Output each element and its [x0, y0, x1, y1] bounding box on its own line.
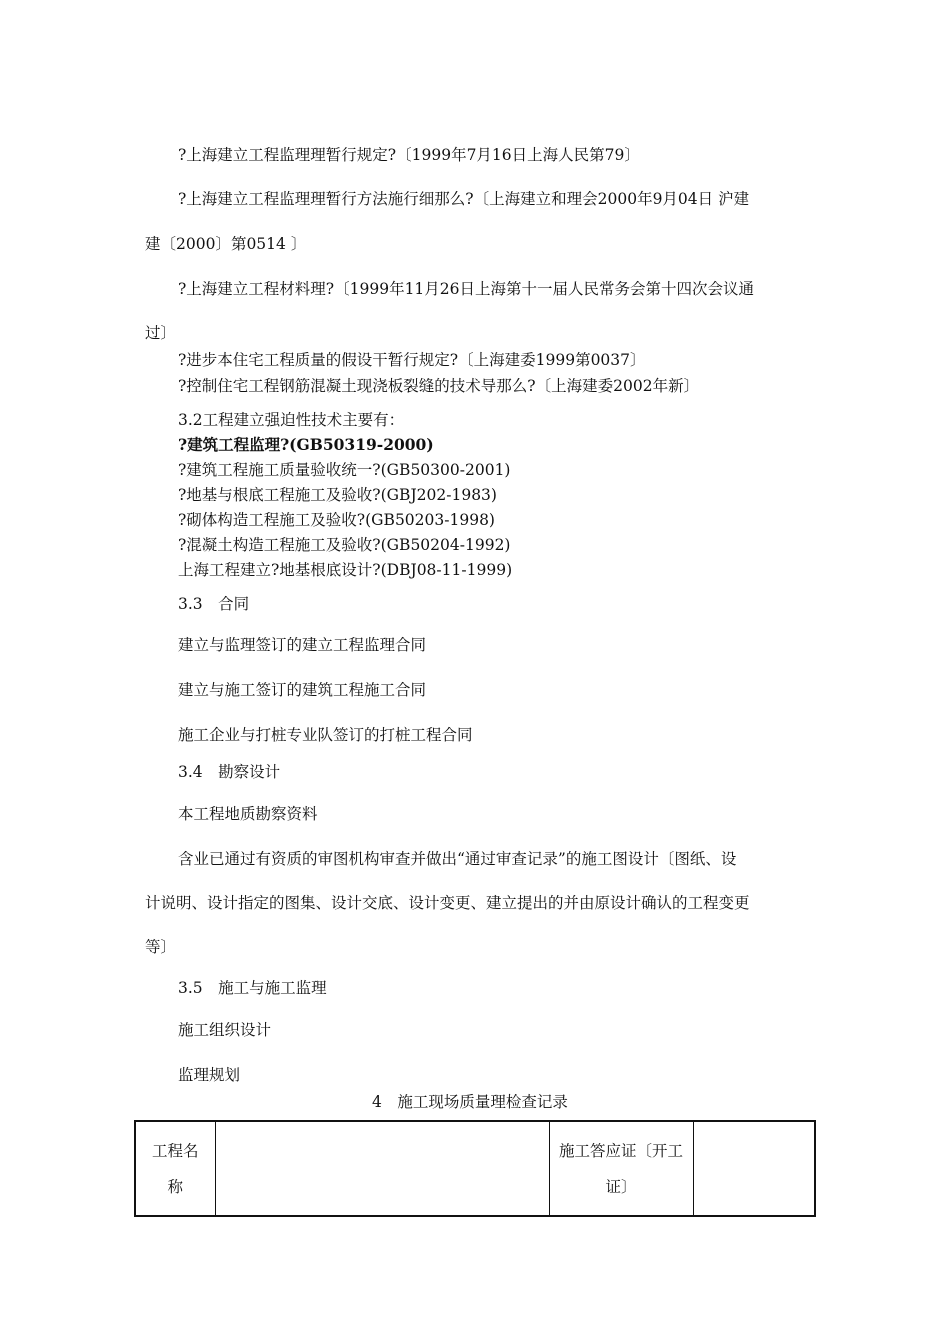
permit-value-cell: [693, 1121, 815, 1216]
standard-item-2: ?建筑工程施工质量验收统一?(GB50300-2001): [178, 461, 511, 479]
construction-item-1: 施工组织设计: [178, 1021, 272, 1039]
standard-item-3: ?地基与根底工程施工及验收?(GBJ202-1983): [178, 486, 497, 504]
permit-label-line-1: 施工答应证〔开工: [558, 1141, 683, 1160]
section-4-title: 4 施工现场质量理检查记录: [372, 1093, 568, 1111]
standard-item-4: ?砌体构造工程施工及验收?(GB50203-1998): [178, 511, 495, 529]
project-name-label-line-1: 工程名: [151, 1141, 199, 1160]
regulation-3-line-1: ?上海建立工程材料理?〔1999年11月26日上海第十一届人民常务会第十四次会议通: [178, 280, 755, 298]
section-3-4-heading: 3.4 勘察设计: [178, 763, 281, 781]
contract-item-2: 建立与施工签订的建筑工程施工合同: [178, 681, 427, 699]
regulation-3-line-2: 过〕: [145, 324, 177, 342]
survey-item: 本工程地质勘察资料: [178, 805, 318, 823]
standard-item-6: 上海工程建立?地基根底设计?(DBJ08-11-1999): [178, 561, 513, 579]
design-paragraph-line-1: 含业已通过有资质的审图机构审查并做出“通过审查记录”的施工图设计〔图纸、设: [178, 850, 737, 868]
project-name-label-cell: [135, 1121, 215, 1216]
quality-check-record-table: [134, 1120, 816, 1217]
section-3-5-heading: 3.5 施工与施工监理: [178, 979, 327, 997]
permit-label-line-2: 证〕: [605, 1177, 637, 1196]
regulation-1: ?上海建立工程监理理暂行规定?〔1999年7月16日上海人民第79〕: [178, 146, 640, 164]
regulation-2-line-1: ?上海建立工程监理理暂行方法施行细那么?〔上海建立和理会2000年9月04日 沪建: [178, 190, 750, 208]
design-paragraph-line-3: 等〕: [145, 938, 177, 956]
contract-item-3: 施工企业与打桩专业队签订的打桩工程合同: [178, 726, 473, 744]
project-name-label-line-2: 称: [167, 1177, 183, 1196]
standard-item-1: ?建筑工程监理?(GB50319-2000): [178, 435, 434, 454]
design-paragraph-line-2: 计说明、设计指定的图集、设计交底、设计变更、建立提出的并由原设计确认的工程变更: [145, 894, 750, 912]
regulation-5: ?控制住宅工程钢筋混凝土现浇板裂缝的技术导那么?〔上海建委2002年新〕: [178, 377, 700, 395]
standard-item-5: ?混凝土构造工程施工及验收?(GB50204-1992): [178, 536, 511, 554]
section-3-3-heading: 3.3 合同: [178, 595, 250, 613]
section-3-2-heading: 3.2工程建立强迫性技术主要有：: [178, 411, 405, 429]
regulation-4: ?进步本住宅工程质量的假设干暂行规定?〔上海建委1999第0037〕: [178, 351, 646, 369]
contract-item-1: 建立与监理签订的建立工程监理合同: [178, 636, 427, 654]
project-name-value-cell: [215, 1121, 549, 1216]
regulation-2-line-2: 建〔2000〕第0514 〕: [145, 235, 307, 253]
permit-label-cell: [549, 1121, 693, 1216]
construction-item-2: 监理规划: [178, 1066, 241, 1084]
